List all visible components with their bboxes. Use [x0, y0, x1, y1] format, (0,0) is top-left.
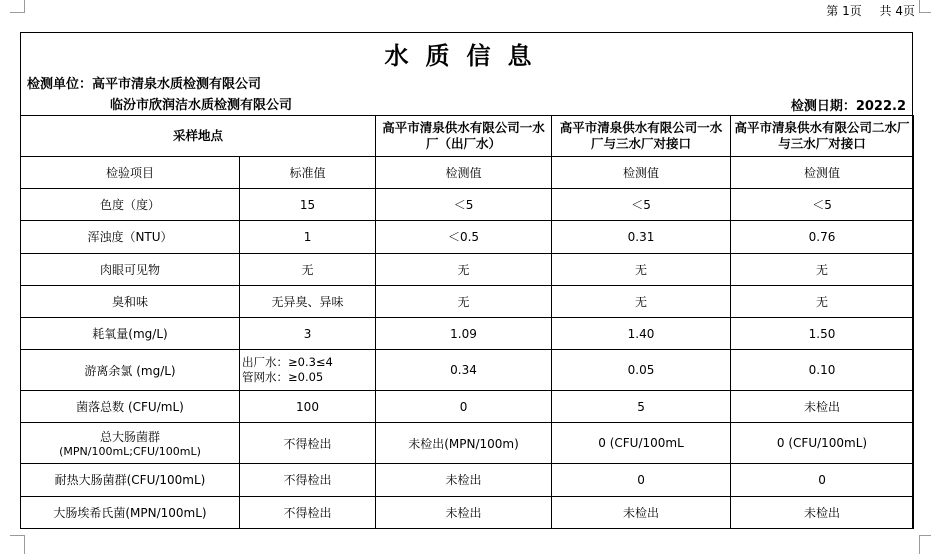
value-cell: 无	[552, 253, 731, 285]
item-cell: 大肠埃希氏菌(MPN/100mL)	[21, 496, 240, 528]
col-header-item: 检验项目	[21, 157, 240, 189]
col-header-value-3: 检测值	[731, 157, 914, 189]
item-cell: 浑浊度（NTU）	[21, 221, 240, 253]
value-cell: 0 (CFU/100mL)	[731, 423, 914, 464]
item-cell: 肉眼可见物	[21, 253, 240, 285]
standard-line: 管网水：≥0.05	[242, 370, 324, 385]
value-cell: 0.10	[731, 350, 914, 391]
value-cell: 5	[552, 391, 731, 423]
value-cell: 0.05	[552, 350, 731, 391]
water-quality-table	[20, 115, 914, 529]
site-3: 高平市清泉供水有限公司二水厂与三水厂对接口	[731, 116, 914, 157]
table-row	[21, 391, 914, 423]
table-row	[21, 464, 914, 496]
report-title: 水质信息	[384, 41, 549, 70]
site-1: 高平市清泉供水有限公司一水厂（出厂水）	[376, 116, 552, 157]
value-cell: 未检出	[731, 391, 914, 423]
standard-cell: 不得检出	[240, 496, 376, 528]
value-cell: 0	[731, 464, 914, 496]
item-cell: 菌落总数 (CFU/mL)	[21, 391, 240, 423]
table-row	[21, 317, 914, 349]
value-cell: 1.50	[731, 317, 914, 349]
page-corner-mark	[10, 535, 25, 554]
value-cell: ＜5	[731, 189, 914, 221]
table-row	[21, 496, 914, 528]
table-row	[21, 221, 914, 253]
standard-cell: 不得检出	[240, 423, 376, 464]
item-cell	[21, 423, 240, 464]
total-pages: 共 4页	[879, 4, 915, 18]
site-header-row	[21, 116, 914, 157]
water-quality-report	[20, 32, 913, 529]
standard-cell	[240, 350, 376, 391]
value-cell: 未检出	[552, 496, 731, 528]
standard-line: 出厂水：≥0.3≤4	[242, 355, 333, 370]
value-cell: ＜5	[552, 189, 731, 221]
value-cell: 无	[731, 253, 914, 285]
value-cell: 未检出(MPN/100m)	[376, 423, 552, 464]
column-header-row	[21, 157, 914, 189]
page-corner-mark	[10, 0, 25, 13]
table-row	[21, 189, 914, 221]
standard-cell: 1	[240, 221, 376, 253]
testing-unit-line1: 检测单位：高平市清泉水质检测有限公司	[27, 77, 262, 92]
standard-cell: 100	[240, 391, 376, 423]
value-cell: 0.34	[376, 350, 552, 391]
item-line: 总大肠菌群	[99, 430, 160, 445]
standard-cell: 15	[240, 189, 376, 221]
value-cell: 0	[376, 391, 552, 423]
test-date: 检测日期：2022.2	[790, 99, 906, 114]
standard-cell: 3	[240, 317, 376, 349]
value-cell: ＜5	[376, 189, 552, 221]
item-cell: 耗氧量(mg/L)	[21, 317, 240, 349]
standard-cell: 不得检出	[240, 464, 376, 496]
standard-cell: 无异臭、异味	[240, 285, 376, 317]
value-cell: 未检出	[376, 464, 552, 496]
col-header-standard: 标准值	[240, 157, 376, 189]
table-row	[21, 423, 914, 464]
value-cell: 0	[552, 464, 731, 496]
value-cell: 0 (CFU/100mL	[552, 423, 731, 464]
value-cell: 1.40	[552, 317, 731, 349]
value-cell: 0.76	[731, 221, 914, 253]
testing-units	[27, 74, 292, 116]
value-cell: 1.09	[376, 317, 552, 349]
page-indicator	[812, 2, 915, 19]
value-cell: 无	[376, 285, 552, 317]
table-row	[21, 350, 914, 391]
col-header-value-1: 检测值	[376, 157, 552, 189]
testing-unit-line2: 临汾市欣润洁水质检测有限公司	[110, 98, 293, 113]
value-cell: 0.31	[552, 221, 731, 253]
table-row	[21, 253, 914, 285]
site-label: 采样地点	[21, 116, 376, 157]
value-cell: 未检出	[376, 496, 552, 528]
item-cell: 游离余氯 (mg/L)	[21, 350, 240, 391]
item-cell: 耐热大肠菌群(CFU/100mL)	[21, 464, 240, 496]
item-cell: 色度（度）	[21, 189, 240, 221]
value-cell: 未检出	[731, 496, 914, 528]
value-cell: ＜0.5	[376, 221, 552, 253]
value-cell: 无	[731, 285, 914, 317]
item-line: (MPN/100mL;CFU/100mL)	[59, 445, 201, 459]
item-cell: 臭和味	[21, 285, 240, 317]
col-header-value-2: 检测值	[552, 157, 731, 189]
value-cell: 无	[376, 253, 552, 285]
page-corner-mark	[919, 535, 931, 554]
current-page: 第 1页	[826, 4, 862, 18]
table-row	[21, 285, 914, 317]
site-2: 高平市清泉供水有限公司一水厂与三水厂对接口	[552, 116, 731, 157]
standard-cell: 无	[240, 253, 376, 285]
page-corner-mark	[919, 0, 931, 13]
value-cell: 无	[552, 285, 731, 317]
